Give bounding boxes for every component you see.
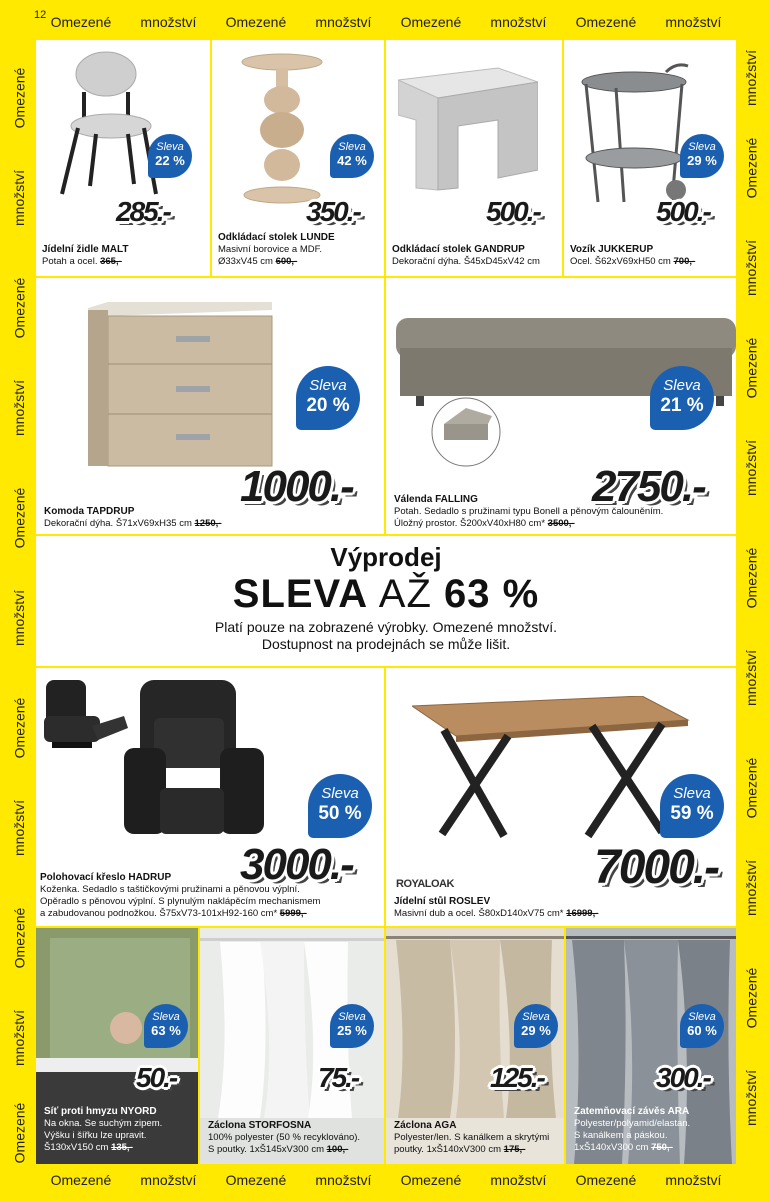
ribbon-text: množství (743, 49, 760, 107)
price: 285.- (116, 196, 170, 227)
ribbon-text: Omezené (400, 14, 462, 30)
price: 3000.- (240, 840, 353, 889)
old-price: 5999,- (279, 908, 307, 919)
ribbon-text: množství (490, 1172, 547, 1188)
product-name: Jídelní židle MALT (42, 244, 129, 255)
product-description: Odkládací stolek GANDRUP Dekorační dýha. Š45xD45xV42 cm (392, 244, 540, 267)
price: 50.- (136, 1062, 177, 1093)
ribbon-text: množství (315, 14, 372, 30)
product-grid (36, 40, 736, 1164)
product-description: Polohovací křeslo HADRUP Koženka. Sedadlo s taštičkovými pružinami a pěnovou výplní. Opěradlo s pěnovou výplní. S plynulým naklápěcím mechanismem a zabudovanou podnožkou. Š75xV73-101xH92-160 cm* 5999,- (40, 872, 321, 919)
product-description: Jídelní židle MALT Potah a ocel. 365,- (42, 244, 129, 267)
old-price: 365,- (100, 256, 122, 267)
product-name: Odkládací stolek LUNDE (218, 232, 335, 243)
ribbon-text: množství (490, 14, 547, 30)
ribbon-text: množství (11, 1009, 28, 1067)
ribbon-text: množství (11, 799, 28, 857)
ribbon-text: Omezené (743, 547, 760, 609)
product-name: Polohovací křeslo HADRUP (40, 872, 172, 883)
discount-badge: Sleva 63 % (144, 1004, 188, 1048)
discount-badge: Sleva 60 % (680, 1004, 724, 1048)
price: 2750.- (592, 462, 705, 511)
product-card-aga[interactable] (386, 928, 564, 1164)
price: 350.- (306, 196, 360, 227)
old-price: 600,- (275, 256, 298, 267)
price: 500.- (486, 196, 540, 227)
ribbon-text: množství (140, 1172, 197, 1188)
price: 75.- (318, 1062, 359, 1093)
banner-title: Výprodej (330, 542, 442, 572)
discount-badge: Sleva 29 % (680, 134, 724, 178)
product-name: Komoda TAPDRUP (44, 506, 135, 517)
ribbon-text: množství (11, 379, 28, 437)
ribbon-text: množství (665, 1172, 722, 1188)
banner-headline: SLEVA AŽ 63 % (232, 572, 540, 616)
ribbon-text: množství (315, 1172, 372, 1188)
old-price: 1250,- (194, 518, 222, 529)
ribbon-text: Omezené (575, 1172, 637, 1188)
discount-badge: Sleva 50 % (308, 774, 372, 838)
sale-banner (36, 536, 736, 666)
ribbon-text: množství (743, 649, 760, 707)
ribbon-text: množství (140, 14, 197, 30)
product-card-storfosna[interactable] (200, 928, 384, 1164)
price: 500.- (656, 196, 710, 227)
product-description: Vozík JUKKERUP Ocel. Š62xV69xH50 cm 700,- (570, 244, 696, 267)
price: 1000.- (240, 462, 353, 511)
product-name: Vozík JUKKERUP (570, 244, 654, 255)
discount-badge: Sleva 42 % (330, 134, 374, 178)
product-description: Síť proti hmyzu NYORD Na okna. Se suchým zipem. Výšku i šířku lze upravit. Š130xV150 cm 135,- (44, 1106, 163, 1153)
discount-badge: Sleva 21 % (650, 366, 714, 430)
side-table-image (232, 50, 332, 210)
old-price: 175,- (503, 1144, 526, 1155)
old-price: 100,- (326, 1144, 349, 1155)
page-number: 12 (34, 9, 47, 21)
old-price: 135,- (111, 1142, 133, 1153)
old-price: 16999,- (566, 908, 599, 919)
product-name: Záclona STORFOSNA (208, 1120, 312, 1131)
product-card-ara[interactable] (566, 928, 736, 1164)
trolley-image (576, 62, 696, 212)
product-description: Záclona STORFOSNA 100% polyester (50 % recyklováno). S poutky. 1xŠ145xV300 cm 100,- (208, 1120, 361, 1155)
old-price: 700,- (673, 256, 696, 267)
product-card-tapdrup[interactable] (36, 278, 384, 534)
ribbon-text: množství (665, 14, 722, 30)
ribbon-text: množství (743, 1069, 760, 1127)
ribbon-text: Omezené (11, 1102, 28, 1164)
old-price: 3500,- (547, 518, 575, 529)
banner-note: Platí pouze na zobrazené výrobky. Omezené množství. (214, 619, 558, 635)
product-name: Odkládací stolek GANDRUP (392, 244, 525, 255)
product-description: Zatemňovací závěs ARA Polyester/polyamid/elastan. S kanálkem a páskou. 1xŠ140xV300 cm 750,- (574, 1106, 691, 1153)
ribbon-text: Omezené (743, 757, 760, 819)
product-card-roslev[interactable] (386, 668, 736, 926)
recliner-small-image (42, 676, 132, 766)
product-name: Zatemňovací závěs ARA (574, 1106, 690, 1117)
product-card-hadrup[interactable] (36, 668, 384, 926)
product-card-jukkerup[interactable] (564, 40, 736, 276)
ribbon-text: Omezené (11, 67, 28, 129)
ribbon-text: Omezené (743, 137, 760, 199)
product-name: Válenda FALLING (394, 494, 478, 505)
ribbon-text: Omezené (50, 1172, 112, 1188)
ribbon-text: Omezené (50, 14, 112, 30)
ribbon-text: množství (11, 169, 28, 227)
ribbon-text: Omezené (743, 967, 760, 1029)
discount-badge: Sleva 59 % (660, 774, 724, 838)
recliner-image (124, 678, 294, 848)
ribbon-text: Omezené (743, 337, 760, 399)
ribbon-text: Omezené (11, 697, 28, 759)
ribbon-text: Omezené (11, 277, 28, 339)
dining-table-image (412, 696, 692, 846)
ribbon-left (6, 40, 32, 1164)
ribbon-text: množství (743, 859, 760, 917)
price: 300.- (656, 1062, 710, 1093)
product-description: Záclona AGA Polyester/len. S kanálkem a skrytými poutky. 1xŠ140xV300 cm 175,- (394, 1120, 550, 1155)
discount-badge: Sleva 20 % (296, 366, 360, 430)
banner-note: Dostupnost na prodejnách se může lišit. (261, 636, 511, 652)
ribbon-text: množství (743, 239, 760, 297)
product-card-nyord[interactable] (36, 928, 198, 1164)
product-card-falling[interactable] (386, 278, 736, 534)
ribbon-top (36, 8, 736, 36)
ribbon-text: Omezené (225, 14, 287, 30)
product-description: Odkládací stolek LUNDE Masivní borovice a MDF. Ø33xV45 cm 600,- (218, 232, 335, 267)
ribbon-text: Omezené (400, 1172, 462, 1188)
discount-badge: Sleva 22 % (148, 134, 192, 178)
product-name: Záclona AGA (394, 1120, 457, 1131)
product-name: Síť proti hmyzu NYORD (44, 1106, 157, 1117)
product-card-lunde[interactable] (212, 40, 384, 276)
discount-badge: Sleva 25 % (330, 1004, 374, 1048)
ribbon-text: množství (11, 589, 28, 647)
product-description: Jídelní stůl ROSLEV Masivní dub a ocel. Š80xD140xV75 cm* 16999,- (394, 896, 599, 919)
product-card-gandrup[interactable] (386, 40, 562, 276)
brand-logo: ROYALOAK (396, 878, 454, 890)
ribbon-text: množství (743, 439, 760, 497)
product-name: Jídelní stůl ROSLEV (394, 896, 491, 907)
dresser-image (88, 302, 278, 472)
product-card-malt[interactable] (36, 40, 210, 276)
price: 125.- (490, 1062, 544, 1093)
product-description: Válenda FALLING Potah. Sedadlo s pružinami typu Bonell a pěnovým čalouněním. Úložný prostor. Š200xV40xH80 cm* 3500,- (394, 494, 664, 529)
ribbon-text: Omezené (11, 487, 28, 549)
ribbon-text: Omezené (575, 14, 637, 30)
ribbon-text: Omezené (225, 1172, 287, 1188)
discount-badge: Sleva 29 % (514, 1004, 558, 1048)
old-price: 750,- (651, 1142, 673, 1153)
ribbon-bottom (36, 1166, 736, 1194)
price: 7000.- (594, 841, 719, 894)
side-table-image (398, 60, 538, 200)
ribbon-text: Omezené (11, 907, 28, 969)
product-description: Komoda TAPDRUP Dekorační dýha. Š71xV69xH35 cm 1250,- (44, 506, 222, 529)
ribbon-right (738, 40, 764, 1160)
